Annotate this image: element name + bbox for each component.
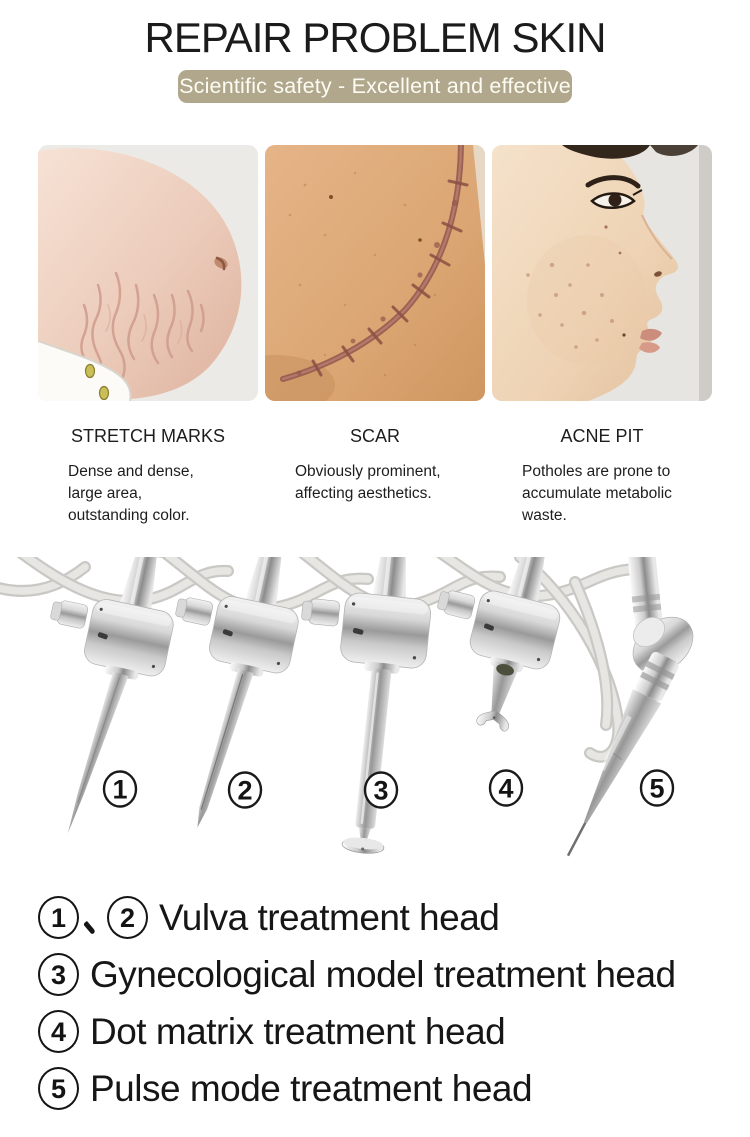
legend-row-dot-matrix [38,1003,676,1060]
caption-desc [38,461,258,527]
handpiece-1 [7,557,206,847]
acne-pit-photo [492,145,712,401]
desc-line: waste. [522,507,567,524]
desc-line: Dense and dense, [68,463,194,480]
legend-label: Gynecological model treatment head [90,953,676,995]
caption-title: STRETCH MARKS [70,426,225,446]
desc-line: accumulate metabolic [522,485,672,502]
subtitle-banner [178,70,572,103]
legend-row-gynecological [38,946,676,1003]
desc-line: Obviously prominent, [295,463,441,480]
caption-acne-pit [492,426,712,527]
handpiece-3 [278,557,449,857]
desc-line: large area, [68,485,143,502]
legend-label: Pulse mode treatment head [90,1067,533,1109]
figure-number-badges [104,771,673,808]
legend-label: Dot matrix treatment head [90,1010,506,1052]
legend-label: Vulva treatment head [159,896,500,938]
desc-line: Potholes are prone to [522,463,671,480]
desc-line: affecting aesthetics. [295,485,432,502]
caption-title: ACNE PIT [560,426,644,446]
badge-3: 3 [373,775,389,806]
stretch-marks-photo [38,145,258,401]
page-title: REPAIR PROBLEM SKIN [144,14,606,61]
problem-captions-row [38,426,713,527]
caption-stretch-marks [38,426,258,527]
treatment-heads-figure [0,557,750,872]
caption-title: SCAR [349,426,400,446]
badge-2: 2 [237,775,253,806]
circled-number-4: 4 [38,1010,79,1053]
badge-5: 5 [649,773,665,804]
caption-desc [492,461,712,527]
problem-photos-row [38,145,713,401]
scar-photo [265,145,485,401]
circled-number-1: 1 [38,896,79,939]
desc-line: outstanding color. [68,507,190,524]
badge-1: 1 [112,774,128,805]
legend-row-vulva [38,889,676,946]
subtitle-text: Scientific safety - Excellent and effective [179,74,571,98]
circled-number-2: 2 [107,896,148,939]
treatment-heads-legend [38,889,676,1117]
circled-number-3: 3 [38,953,79,996]
caption-scar [265,426,485,527]
handpiece-5 [552,557,704,862]
circled-number-5: 5 [38,1067,79,1110]
cjk-comma [79,896,107,939]
legend-row-pulse-mode [38,1060,676,1117]
badge-4: 4 [498,773,514,804]
caption-desc [265,461,485,505]
